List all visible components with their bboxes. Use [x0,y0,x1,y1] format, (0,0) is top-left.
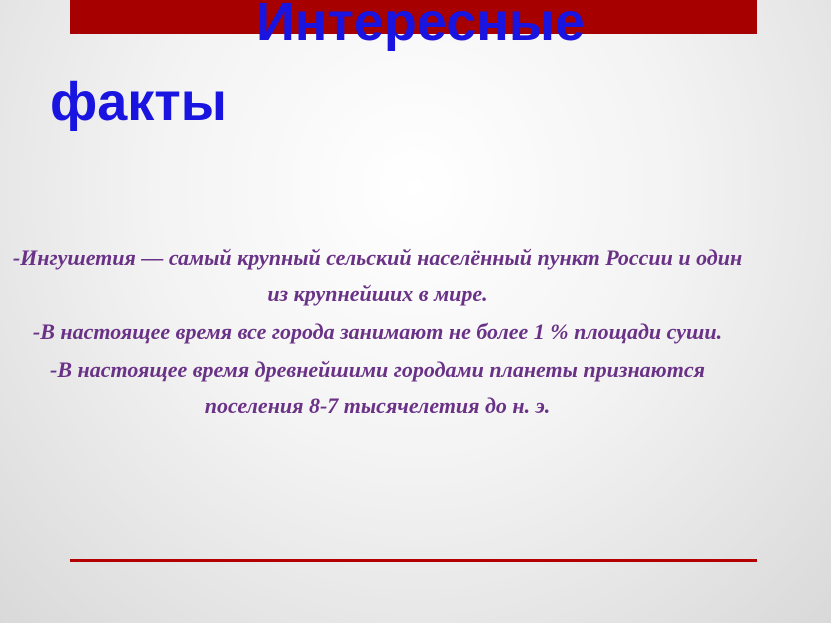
title-line-2: факты [50,72,227,132]
fact-item-2: -В настоящее время все города занимают не более 1 % площади суши. [32,319,723,344]
fact-item-1: -Ингушетия — самый крупный сельский населённый пункт России и один из крупнейших в мире. [12,245,743,306]
bottom-divider-line [70,559,757,562]
facts-list [10,240,745,426]
fact-item-3: -В настоящее время древнейшими городами планеты признаются поселения 8-7 тысячелетия до н. э. [50,357,705,418]
title-line-1: Интересные [255,0,585,52]
slide-title [0,0,831,146]
